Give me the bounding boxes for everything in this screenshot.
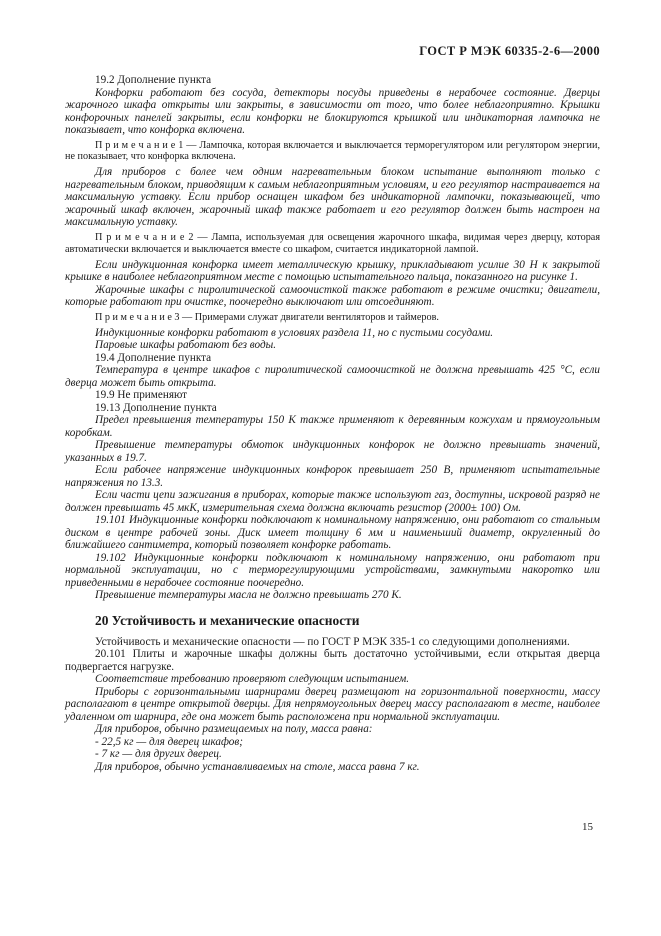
standard-code-header: ГОСТ Р МЭК 60335-2-6—2000 — [419, 44, 600, 58]
list-item-dash: - 22,5 кг — для дверец шкафов; — [95, 735, 243, 748]
clause-19-2-label: 19.2 Дополнение пункта — [95, 74, 212, 86]
paragraph: Конфорки работают без сосуда, детекторы посуды приведены в нерабочее состояние. Дверцы жарочного шкафа открыты или закрыты, в зависимости от того, что более неблагоприятно. Крышки конфорочных панелей закрыты, если конфорки не блокируются крышкой или индикаторная лампочка не показывает, что конфорка включена. — [65, 86, 600, 136]
paragraph: Индукционные конфорки работают в условиях раздела 11, но с пустыми сосудами. — [95, 326, 494, 339]
paragraph: Жарочные шкафы с пиролитической самоочисткой также работают в режиме очистки; двигатели, которые работают при очистке, поочередно выключают или отсоединяют. — [65, 283, 600, 309]
clause-19-13-label: 19.13 Дополнение пункта — [95, 401, 217, 414]
clause-19-101-paragraph: 19.101 Индукционные конфорки подключают к номинальному напряжению, они работают со стальным диском в центре рабочей зоны. Диск имеет толщину 6 мм и наименьший диаметр, округленный до ближайшего сантиметра, который позволяет конфорке работать. — [65, 514, 600, 552]
clause-19-9-label: 19.9 Не применяют — [95, 389, 188, 402]
clause-19-4-label: 19.4 Дополнение пункта — [95, 351, 212, 364]
section-20-heading: 20 Устойчивость и механические опасности — [95, 612, 360, 628]
paragraph: Если части цепи зажигания в приборах, которые также используют газ, доступны, искровой разряд не должен превышать 45 мкК, измерительная схема должна включать резистор (2000± 100) Ом. — [65, 489, 600, 514]
paragraph: Если индукционная конфорка имеет металлическую крышку, прикладывают усилие 30 Н к закрытой крышке в наиболее неблагоприятном месте с помощью испытательного пальца, показанного на рисунке 1. — [65, 258, 600, 284]
clause-20-101-paragraph: 20.101 Плиты и жарочные шкафы должны быть достаточно устойчивыми, если открытая дверца подвергается нагрузке. — [65, 648, 600, 673]
note-2: П р и м е ч а н и е 2 — Лампа, используемая для освещения жарочного шкафа, видимая через дверцу, которая автоматически включается и выключается вместе со шкафом, считается индикаторной лампой. — [65, 231, 600, 255]
note-1: П р и м е ч а н и е 1 — Лампочка, которая включается и выключается терморегулятором или регулятором энергии, не показывает, что конфорка включена. — [65, 139, 600, 163]
page-content — [65, 74, 600, 773]
paragraph: Если рабочее напряжение индукционных конфорок превышает 250 В, применяют испытательные напряжения по 13.3. — [65, 464, 600, 489]
paragraph: Превышение температуры масла не должно превышать 270 К. — [95, 589, 402, 602]
page-number: 15 — [582, 821, 593, 833]
list-item-dash: - 7 кг — для других дверец. — [95, 748, 222, 761]
paragraph: Температура в центре шкафов с пиролитической самоочисткой не должна превышать 425 °С, если дверца может быть открыта. — [65, 364, 600, 389]
paragraph: Превышение температуры обмоток индукционных конфорок не должно превышать значений, указанных в 19.7. — [65, 439, 600, 464]
paragraph: Для приборов, обычно устанавливаемых на столе, масса равна 7 кг. — [95, 760, 420, 773]
paragraph: Для приборов с более чем одним нагревательным блоком испытание выполняют только с нагревательным блоком, приводящим к самым неблагоприятным условиям, и его регулятор настраивается на максимальную уставку. Если прибор оснащен шкафом без индикаторной лампочки, показывающей, что жарочный шкаф включен, жарочный шкаф также работает и его регулятор должен быть настроен на максимальную уставку. — [65, 166, 600, 229]
clause-19-102-paragraph: 19.102 Индукционные конфорки подключают к номинальному напряжению, они работают при нормальной эксплуатации, но с терморегулирующими устройствами, замкнутыми накоротко или приведенными в нерабочее состояние поочередно. — [65, 551, 600, 589]
paragraph: Предел превышения температуры 150 К также применяют к деревянным кожухам и прямоугольным коробкам. — [65, 414, 600, 439]
paragraph: Устойчивость и механические опасности — по ГОСТ Р МЭК 335-1 со следующими дополнениями. — [95, 635, 570, 648]
note-3: П р и м е ч а н и е 3 — Примерами служат двигатели вентиляторов и таймеров. — [95, 311, 439, 323]
paragraph: Для приборов, обычно размещаемых на полу, масса равна: — [95, 723, 373, 736]
paragraph: Приборы с горизонтальными шарнирами дверец размещают на горизонтальной поверхности, массу располагают в центре открытой дверцы. Для непрямоугольных дверец массу располагают в месте, наиболее удаленном от шарнира, где она может быть расположена при нормальной эксплуатации. — [65, 685, 600, 723]
paragraph: Соответствие требованию проверяют следующим испытанием. — [95, 673, 410, 686]
paragraph: Паровые шкафы работают без воды. — [95, 339, 276, 352]
